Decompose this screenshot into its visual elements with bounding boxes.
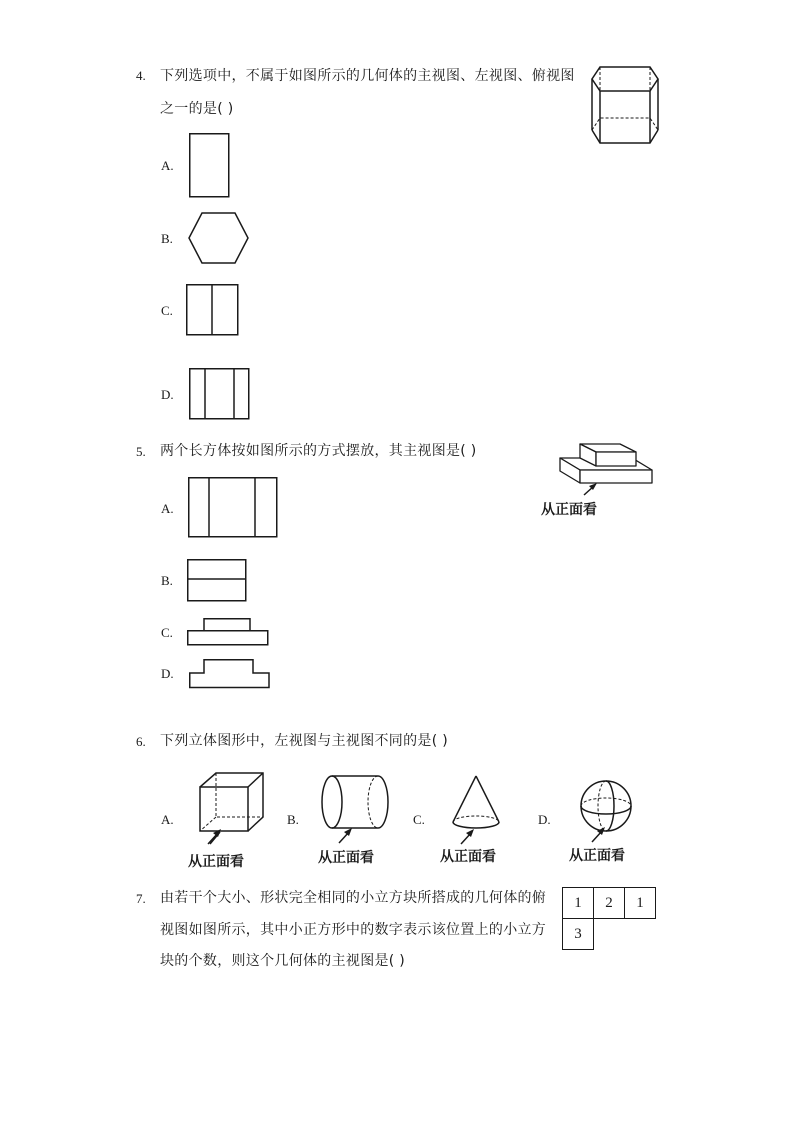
option-c-stepped-shape[interactable] [187, 618, 269, 647]
arrow-icon [205, 828, 225, 846]
option-c-split-rectangle[interactable] [186, 284, 239, 337]
option-label: B. [161, 231, 173, 246]
top-view-grid [562, 887, 658, 951]
question-text: 之一的是( ) [160, 101, 234, 117]
option-a-cube[interactable] [196, 770, 268, 834]
option-label: B. [287, 812, 299, 827]
option-label: D. [538, 812, 551, 827]
arrow-icon [589, 826, 609, 844]
question-text: 两个长方体按如图所示的方式摆放，其主视图是( ) [160, 443, 477, 459]
option-b-stacked-rectangle[interactable] [187, 559, 247, 603]
stacked-cuboids-figure [556, 438, 656, 500]
option-label: D. [161, 387, 174, 402]
option-b-horizontal-cylinder[interactable] [320, 773, 392, 831]
option-c-cone[interactable] [450, 774, 502, 832]
option-label: B. [161, 573, 173, 588]
grid-cell: 1 [624, 887, 656, 919]
question-text: 块的个数，则这个几何体的主视图是( ) [160, 953, 406, 969]
question-text: 下列选项中，不属于如图所示的几何体的主视图、左视图、俯视图 [160, 68, 575, 84]
view-direction-caption: 从正面看 [188, 854, 244, 870]
question-text: 由若干个大小、形状完全相同的小立方块所搭成的几何体的俯 [160, 890, 547, 906]
question-number: 4. [136, 68, 146, 83]
question-number: 5. [136, 444, 146, 459]
option-d-raised-outline[interactable] [189, 659, 271, 689]
option-label: D. [161, 666, 174, 681]
arrow-icon [458, 828, 478, 846]
option-label: A. [161, 812, 174, 827]
option-label: A. [161, 158, 174, 173]
arrow-icon [336, 827, 356, 845]
view-direction-caption: 从正面看 [541, 502, 597, 518]
grid-cell: 2 [593, 887, 625, 919]
option-a-wide-rectangle[interactable] [188, 477, 278, 539]
option-d-triple-rectangle[interactable] [189, 368, 250, 421]
question-number: 6. [136, 734, 146, 749]
question-text: 下列立体图形中，左视图与主视图不同的是( ) [160, 733, 448, 749]
question-text: 视图如图所示，其中小正方形中的数字表示该位置上的小立方 [160, 922, 547, 938]
hexagonal-prism-figure [588, 62, 662, 148]
option-label: C. [161, 303, 173, 318]
option-label: C. [413, 812, 425, 827]
view-direction-caption: 从正面看 [318, 850, 374, 866]
option-b-hexagon[interactable] [188, 212, 250, 265]
grid-cell: 3 [562, 918, 594, 950]
grid-cell: 1 [562, 887, 594, 919]
option-label: C. [161, 625, 173, 640]
view-direction-caption: 从正面看 [569, 848, 625, 864]
view-direction-caption: 从正面看 [440, 849, 496, 865]
option-a-rectangle[interactable] [189, 133, 230, 198]
option-label: A. [161, 501, 174, 516]
question-number: 7. [136, 891, 146, 906]
